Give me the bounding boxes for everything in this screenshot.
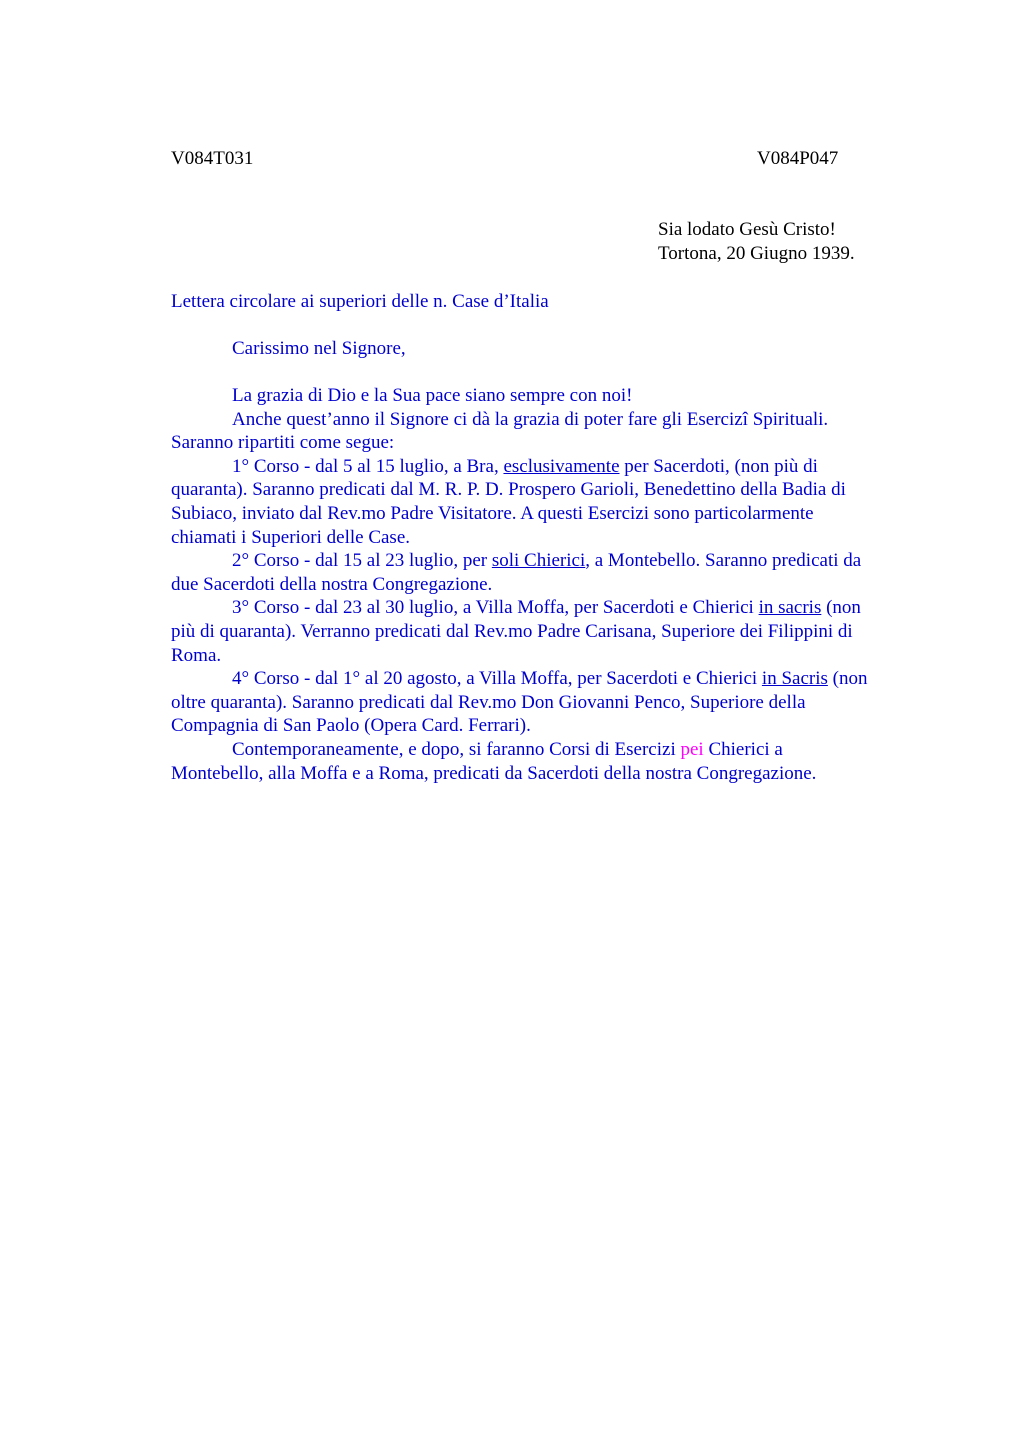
body-line: Anche quest’anno il Signore ci dà la grazia di poter fare gli Esercizî Spirituali. bbox=[232, 408, 829, 430]
body-line: oltre quaranta). Saranno predicati dal Rev.mo Don Giovanni Penco, Superiore della bbox=[171, 691, 806, 713]
place-date: Tortona, 20 Giugno 1939. bbox=[658, 242, 855, 264]
course-4-line: 4° Corso - dal 1° al 20 agosto, a Villa Moffa, per Sacerdoti e Chierici in Sacris (non bbox=[232, 668, 868, 690]
body-line: Compagnia di San Paolo (Opera Card. Ferrari). bbox=[171, 715, 531, 737]
course-2-line: 2° Corso - dal 15 al 23 luglio, per soli Chierici, a Montebello. Saranno predicati da bbox=[232, 550, 862, 572]
salutation: Carissimo nel Signore, bbox=[232, 338, 406, 359]
underlined-text: soli Chierici bbox=[491, 550, 586, 572]
closing-line: Contemporaneamente, e dopo, si faranno Corsi di Esercizi pei Chierici a bbox=[232, 738, 783, 760]
body-line: chiamati i Superiori delle Case. bbox=[171, 526, 411, 548]
underlined-text: esclusivamente bbox=[503, 455, 620, 477]
body-line: Roma. bbox=[171, 644, 222, 666]
body-line: due Sacerdoti della nostra Congregazione. bbox=[171, 573, 493, 595]
body-line: Saranno ripartiti come segue: bbox=[171, 432, 395, 454]
body-line: La grazia di Dio e la Sua pace siano sempre con noi! bbox=[232, 385, 633, 406]
greeting-block bbox=[658, 218, 855, 265]
underlined-text: in sacris bbox=[758, 597, 822, 619]
body-line: più di quaranta). Verranno predicati dal Rev.mo Padre Carisana, Superiore dei Filippini di bbox=[171, 620, 853, 642]
course-1-line: 1° Corso - dal 5 al 15 luglio, a Bra, esclusivamente per Sacerdoti, (non più di bbox=[232, 455, 818, 477]
body-line: Subiaco, inviato dal Rev.mo Padre Visitatore. A questi Esercizi sono particolarmente bbox=[171, 502, 814, 524]
document-code-right: V084P047 bbox=[757, 148, 839, 169]
letter-body bbox=[171, 384, 931, 785]
letter-subject: Lettera circolare ai superiori delle n. Case d’Italia bbox=[171, 291, 549, 312]
greeting-line: Sia lodato Gesù Cristo! bbox=[658, 219, 836, 240]
body-line: quaranta). Saranno predicati dal M. R. P. D. Prospero Garioli, Benedettino della Badia di bbox=[171, 479, 846, 501]
document-code-left: V084T031 bbox=[171, 148, 254, 169]
highlighted-word: pei bbox=[680, 738, 704, 760]
body-line: Montebello, alla Moffa e a Roma, predicati da Sacerdoti della nostra Congregazione. bbox=[171, 762, 817, 784]
underlined-text: in Sacris bbox=[761, 668, 828, 690]
course-3-line: 3° Corso - dal 23 al 30 luglio, a Villa Moffa, per Sacerdoti e Chierici in sacris (non bbox=[232, 597, 861, 619]
